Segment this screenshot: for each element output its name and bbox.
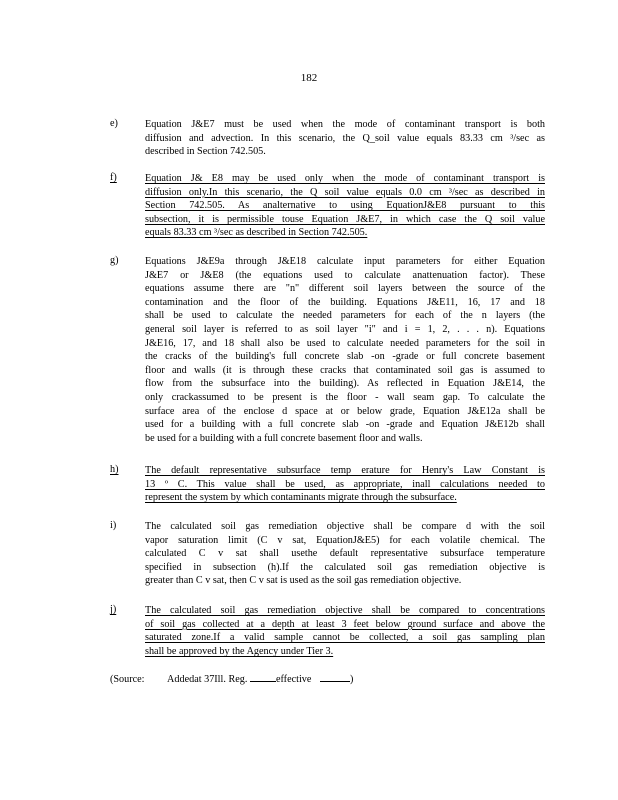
source-blank-1 <box>250 672 276 682</box>
text-line: saturated zone.If a valid sample cannot be collected, a soil gas sampling plan <box>145 632 545 644</box>
text-line: floor and walls (it is through these cracks that contaminated soil gas is assumed to <box>145 364 545 376</box>
text-line: represent the system by which contaminants migrate through the subsurface. <box>145 492 457 504</box>
text-line: only crackassumed to be present is the floor - wall seam gap. To calculate the <box>145 391 545 403</box>
text-line: specified in subsection (h).If the calculated soil gas remediation objective is <box>145 561 545 573</box>
subsection-text <box>145 118 545 159</box>
source-close: ) <box>349 674 354 685</box>
text-line: flow from the subsurface into the building). As reflected in Equation J&E14, the <box>145 378 545 390</box>
text-line: Equation J&E7 must be used when the mode of contaminant transport is both <box>145 119 545 130</box>
text-line: Equations J&E9a through J&E18 calculate input parameters for either Equation <box>145 256 545 267</box>
subsection-label: i) <box>110 520 117 531</box>
text-line: greater than C v sat, then C v sat is used as the soil gas remediation objective. <box>145 575 462 587</box>
text-line: diffusion only.In this scenario, the Q soil value equals 0.0 cm ³/sec as described in <box>145 186 545 198</box>
text-line: The calculated soil gas remediation objective shall be compared to concentrations <box>145 605 545 616</box>
text-line: be used for a building with a full concrete basement floor and walls. <box>145 432 423 444</box>
text-line: Equation J& E8 may be used only when the mode of contaminant transport is <box>145 173 545 184</box>
source-note <box>110 672 353 685</box>
source-effective: effective <box>275 674 312 685</box>
subsection-text <box>145 172 545 240</box>
text-line: diffusion and advection. In this scenario, the Q_soil value equals 83.33 cm ³/sec as <box>145 132 545 144</box>
text-line: equations assume there are "n" different soil layers between the source of the <box>145 283 545 295</box>
text-line: surface area of the enclose d space at or below grade, Equation J&E12a shall be <box>145 405 545 417</box>
text-line: J&E7 or J&E8 (the equations used to calculate anattenuation factor). These <box>145 269 545 281</box>
text-line: described in Section 742.505. <box>145 146 266 158</box>
text-line: general soil layer is referred to as soil layer "i" and i = 1, 2, . . . n). Equations <box>145 323 545 335</box>
text-line: 13 º C. This value shall be used, as appropriate, inall calculations needed to <box>145 478 545 490</box>
text-line: J&E16, 17, and 18 shall also be used to calculate needed parameters for the soil in <box>145 337 545 349</box>
text-line: the cracks of the building's full concrete slab -on -grade or full concrete basement <box>145 351 545 363</box>
text-line: shall be used to calculate the needed parameters for each of the n layers (the <box>145 310 545 322</box>
subsection-text <box>145 520 545 588</box>
subsection-label: g) <box>110 255 119 266</box>
text-line: The calculated soil gas remediation objective shall be compare d with the soil <box>145 521 545 532</box>
subsection-text <box>145 604 545 658</box>
subsection-label: j) <box>110 604 117 615</box>
page-number: 182 <box>300 72 318 84</box>
text-line: vapor saturation limit (C v sat, EquationJ&E5) for each volatile chemical. The <box>145 534 545 546</box>
text-line: Section 742.505. As analternative to using EquationJ&E8 pursuant to this <box>145 200 545 212</box>
text-line: calculated C v sat shall usethe default representative subsurface temperature <box>145 548 545 560</box>
text-line: subsection, it is permissible touse Equation J&E7, in which case the Q soil value <box>145 213 545 225</box>
source-prefix: (Source: <box>110 674 145 685</box>
subsection-text <box>145 255 545 445</box>
subsection-label: f) <box>110 172 117 183</box>
subsection-label: h) <box>110 464 119 475</box>
subsection-text <box>145 464 545 505</box>
source-blank-2 <box>320 672 350 682</box>
text-line: used for a building with a full concrete slab -on -grade and Equation J&E12b shall <box>145 419 545 431</box>
subsection-label: e) <box>110 118 118 129</box>
text-line: The default representative subsurface temp erature for Henry's Law Constant is <box>145 465 545 476</box>
text-line: of soil gas collected at a depth at least 3 feet below ground surface and above the <box>145 618 545 630</box>
text-line: shall be approved by the Agency under Tier 3. <box>145 645 334 657</box>
text-line: contamination and the floor of the building. Equations J&E11, 16, 17 and 18 <box>145 296 545 308</box>
source-text: Addedat 37Ill. Reg. <box>167 674 248 685</box>
text-line: equals 83.33 cm ³/sec as described in Section 742.505. <box>145 227 368 239</box>
